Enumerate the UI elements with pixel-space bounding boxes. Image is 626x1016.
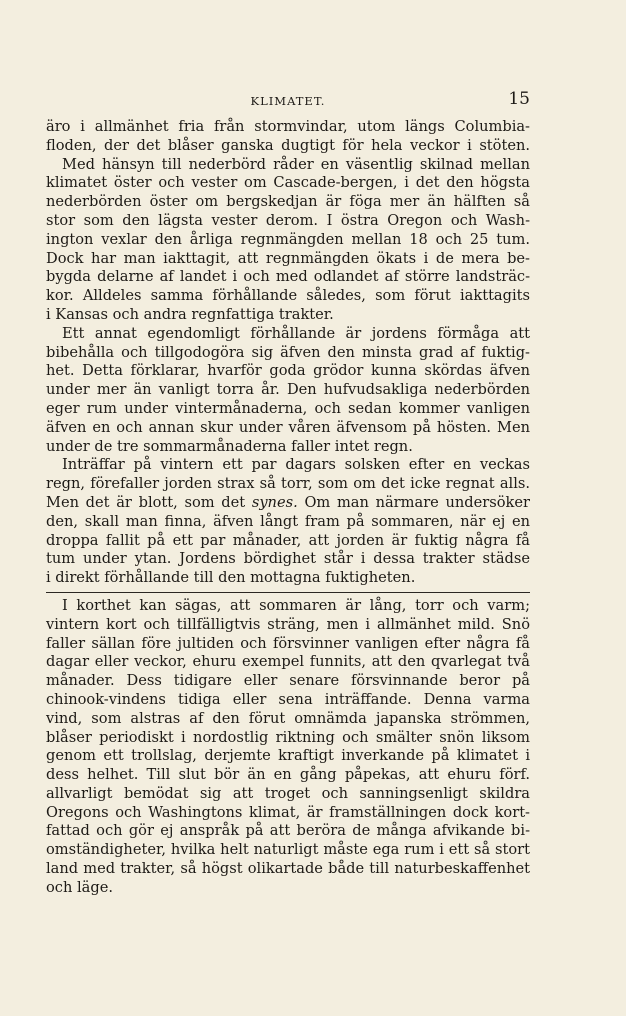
text-line: månader. Dess tidigare eller senare försvinnande beror på: [46, 672, 530, 690]
text-line: omständigheter, hvilka helt naturligt måste ega rum i ett så stort: [46, 841, 530, 859]
text-line: genom ett trollslag, derjemte kraftigt inverkande på klimatet i: [46, 747, 530, 765]
text-line: Oregons och Washingtons klimat, är framställningen dock kort-: [46, 803, 530, 821]
text-line: dagar eller veckor, ehuru exempel funnits, att den qvarlegat två: [46, 653, 530, 671]
text-line: land med trakter, så högst olikartade både till naturbeskaffenhet: [46, 860, 530, 878]
text-line: nederbörden öster om bergskedjan är föga mer än hälften så: [46, 193, 530, 211]
text-line: chinook-vindens tidiga eller sena inträffande. Denna varma: [46, 690, 530, 708]
text-segment: Men det är blott, som det: [46, 493, 246, 511]
text-line: tum under ytan. Jordens bördighet står i dessa trakter städse: [46, 550, 530, 568]
text-line: [46, 494, 530, 513]
text-line: eger rum under vintermånaderna, och sedan kommer vanligen: [46, 399, 530, 417]
text-line: och läge.: [46, 878, 113, 896]
text-line: droppa fallit på ett par månader, att jorden är fuktig några få: [46, 531, 530, 549]
text-line: vind, som alstras af den förut omnämda japanska strömmen,: [46, 709, 530, 727]
text-line: den, skall man finna, äfven långt fram på sommaren, när ej en: [46, 512, 530, 530]
text-line: fattad och gör ej anspråk på att beröra de många afvikande bi-: [46, 822, 530, 840]
text-line: i direkt förhållande till den mottagna fuktigheten.: [46, 569, 416, 587]
text-line: bibehålla och tillgodogöra sig äfven den minsta grad af fuktig-: [46, 343, 530, 361]
text-line: dess helhet. Till slut bör än en gång påpekas, att ehuru förf.: [46, 766, 530, 784]
text-line: Dock har man iakttagit, att regnmängden ökats i de mera be-: [46, 249, 530, 267]
text-line: Inträffar på vintern ett par dagars solsken efter en veckas: [62, 456, 530, 474]
text-line: allvarligt bemödat sig att troget och sanningsenligt skildra: [46, 784, 530, 802]
text-line: klimatet öster och vester om Cascade-bergen, i det den högsta: [46, 174, 530, 192]
text-line: äfven en och annan skur under våren äfvensom på hösten. Men: [46, 418, 530, 436]
body-text: [46, 118, 530, 898]
text-line: floden, der det blåser ganska dugtigt för hela veckor i stöten.: [46, 136, 530, 154]
text-line: faller sällan före jultiden och försvinner vanligen efter några få: [46, 634, 530, 652]
text-line: bygda delarne af landet i och med odlandet af större landsträc-: [46, 268, 530, 286]
section-divider: [46, 591, 530, 594]
text-line: blåser periodiskt i nordostlig riktning och smälter snön liksom: [46, 728, 530, 746]
text-line: stor som den lägsta vester derom. I östra Oregon och Wash-: [46, 211, 530, 229]
text-line: vintern kort och tillfälligtvis sträng, men i allmänhet mild. Snö: [46, 615, 530, 633]
text-line: äro i allmänhet fria från stormvindar, utom längs Columbia-: [46, 118, 530, 135]
text-line: under mer än vanligt torra år. Den hufvudsakliga nederbörden: [46, 381, 530, 399]
running-head: [46, 89, 530, 111]
text-line: het. Detta förklarar, hvarför goda grödor kunna skördas äfven: [46, 362, 530, 380]
text-line: ington vexlar den årliga regnmängden mellan 18 och 25 tum.: [46, 230, 530, 248]
text-segment: Om man närmare undersöker: [304, 493, 530, 511]
text-line: Med hänsyn till nederbörd råder en väsentlig skilnad mellan: [62, 155, 530, 173]
text-line: i Kansas och andra regnfattiga trakter.: [46, 305, 334, 323]
emphasized-word: synes.: [251, 493, 298, 511]
page-number: 15: [508, 89, 530, 109]
chapter-title: KLIMATET.: [250, 94, 326, 108]
text-line: Ett annat egendomligt förhållande är jordens förmåga att: [62, 324, 530, 342]
text-line: kor. Alldeles samma förhållande således, som förut iakttagits: [46, 287, 530, 305]
text-line: I korthet kan sägas, att sommaren är lång, torr och varm;: [62, 596, 530, 614]
text-line: under de tre sommarmånaderna faller intet regn.: [46, 437, 413, 455]
text-line: regn, förefaller jorden strax så torr, som om det icke regnat alls.: [46, 475, 530, 493]
